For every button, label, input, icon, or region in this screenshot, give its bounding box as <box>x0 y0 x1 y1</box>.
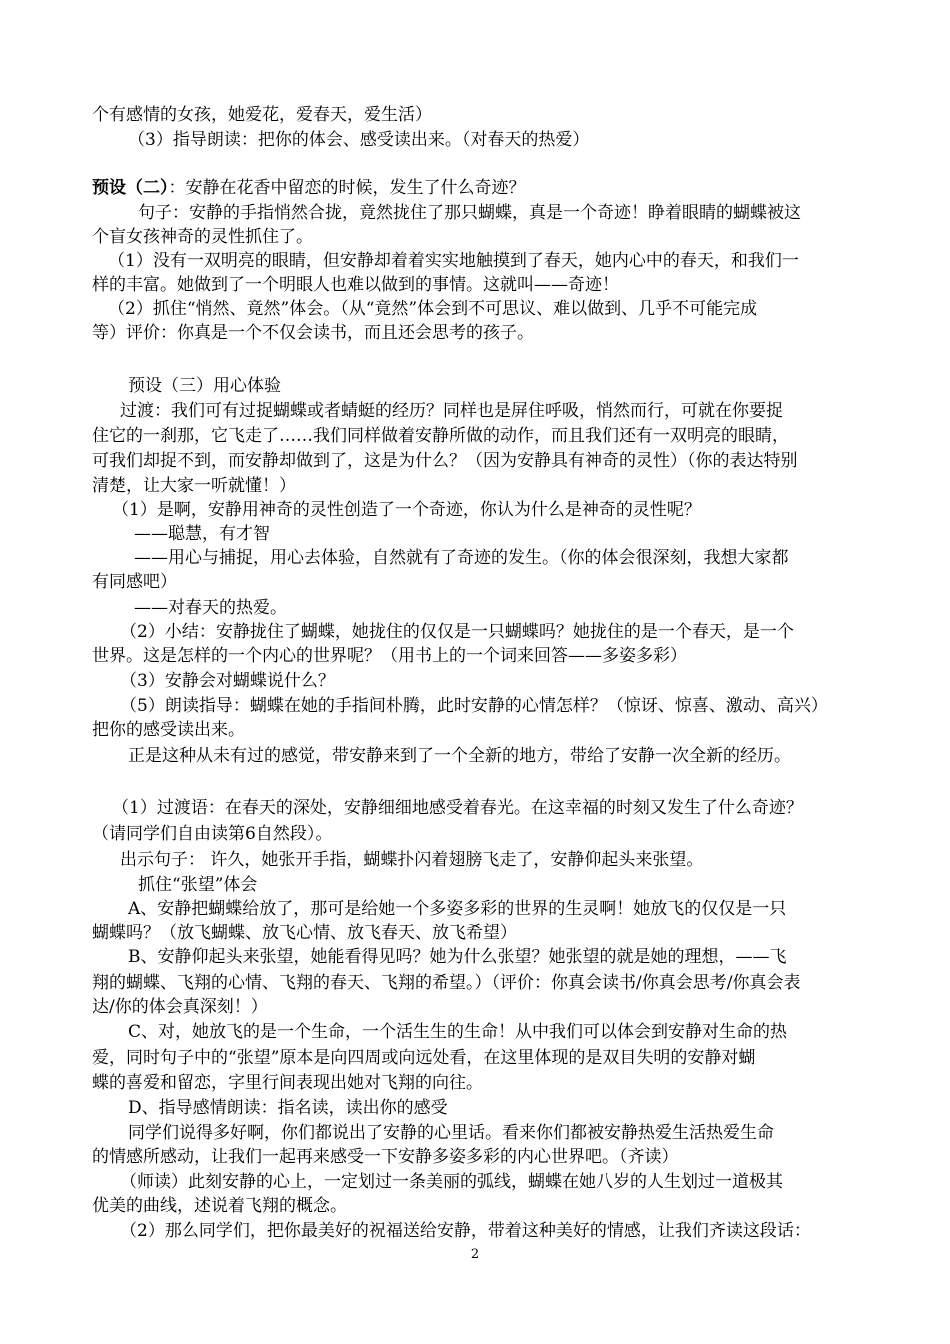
line-text: （5）朗读指导：蝴蝶在她的手指间朴腾，此时安静的心情怎样？（惊讶、惊喜、激动、高兴） <box>120 696 828 716</box>
text-line <box>92 474 296 498</box>
line-text: 可我们却捉不到，而安静却做到了，这是为什么？（因为安静具有神奇的灵性）（你的表达特别 <box>92 451 798 471</box>
line-text: 优美的曲线，述说着飞翔的概念。 <box>92 1196 347 1216</box>
text-line <box>92 822 332 846</box>
line-text: （师读）此刻安静的心上，一定划过一条美丽的弧线，蝴蝶在她八岁的人生划过一道极其 <box>120 1172 783 1192</box>
text-line <box>92 1046 755 1070</box>
line-text: 蝴蝶吗？（放飞蝴蝶、放飞心情、放飞春天、放飞希望） <box>92 923 517 943</box>
text-line <box>92 273 619 297</box>
text-line <box>92 449 798 473</box>
line-text: 等）评价：你真是一个不仅会读书，而且还会思考的孩子。 <box>92 323 534 343</box>
page-number: 2 <box>470 1247 480 1262</box>
text-line <box>92 1071 483 1095</box>
line-text: （1）过渡语：在春天的深处，安静细细地感受着春光。在这幸福的时刻又发生了什么奇迹？ <box>112 798 803 818</box>
line-text: 清楚，让大家一听就懂！） <box>92 476 296 496</box>
text-line <box>92 321 534 345</box>
line-text: 把你的感受读出来。 <box>92 720 245 740</box>
line-text: 世界。这是怎样的一个内心的世界呢？（用书上的一个词来回答——多姿多彩） <box>92 646 687 666</box>
text-line <box>128 1096 448 1120</box>
line-text: （2）抓住“悄然、竟然”体会。（从“竟然”体会到不可思议、难以做到、几乎不可能完成 <box>108 299 758 319</box>
text-line <box>120 848 703 872</box>
line-text: 翔的蝴蝶、飞翔的心情、飞翔的春天、飞翔的希望。）（评价：你真会读书/你真会思考/你真会表 <box>92 973 801 993</box>
text-line <box>92 921 517 945</box>
line-text: 个有感情的女孩，她爱花，爱春天，爱生活） <box>92 105 432 125</box>
text-line <box>120 669 335 693</box>
text-line <box>120 1219 811 1243</box>
line-text: （1）没有一双明亮的眼睛，但安静却着着实实地触摸到了春天，她内心中的春天，和我们一 <box>108 251 799 271</box>
text-line <box>128 1020 787 1044</box>
line-text: ：安静在花香中留恋的时候，发生了什么奇迹？ <box>168 178 526 198</box>
line-text: 同学们说得多好啊，你们都说出了安静的心里话。看来你们都被安静热爱生活热爱生命 <box>128 1123 774 1143</box>
line-text: ——对春天的热爱。 <box>134 598 287 618</box>
line-text: 达/你的体会真深刻！） <box>92 997 268 1017</box>
line-text: （2）那么同学们，把你最美好的祝福送给安静，带着这种美好的情感，让我们齐读这段话： <box>120 1221 811 1241</box>
text-line <box>138 873 257 897</box>
line-text: 预设（三）用心体验 <box>128 376 281 396</box>
line-text: （2）小结：安静拢住了蝴蝶，她拢住的仅仅是一只蝴蝶吗？她拢住的是一个春天，是一个 <box>120 622 794 642</box>
text-line <box>108 297 757 321</box>
text-line <box>120 620 794 644</box>
line-text: 正是这种从未有过的感觉，带安静来到了一个全新的地方，带给了安静一次全新的经历。 <box>128 746 791 766</box>
text-line <box>92 570 177 594</box>
line-text: 爱，同时句子中的“张望”原本是向四周或向远处看，在这里体现的是双目失明的安静对蝴 <box>92 1048 756 1068</box>
text-line <box>128 128 589 152</box>
text-line <box>92 424 789 448</box>
line-text: B、安静仰起头来张望，她能看得见吗？她为什么张望？她张望的就是她的理想，——飞 <box>128 947 787 967</box>
line-text: ——聪慧，有才智 <box>134 524 270 544</box>
line-text: （3）安静会对蝴蝶说什么？ <box>120 671 335 691</box>
text-line <box>120 1170 783 1194</box>
text-line <box>138 201 801 225</box>
line-text: 个盲女孩神奇的灵性抓住了。 <box>92 227 313 247</box>
line-text: A、安静把蝴蝶给放了，那可是给她一个多姿多彩的世界的生灵啊！她放飞的仅仅是一只 <box>128 899 787 919</box>
text-line <box>92 995 268 1019</box>
text-line <box>92 971 800 995</box>
text-line <box>134 522 270 546</box>
text-line <box>108 249 799 273</box>
text-line <box>128 374 281 398</box>
text-line <box>128 1121 774 1145</box>
line-text: （请同学们自由读第6自然段）。 <box>92 824 333 844</box>
text-line <box>134 546 789 570</box>
line-text: 有同感吧） <box>92 572 177 592</box>
section-heading: 预设（二） <box>92 178 169 198</box>
text-line <box>120 694 828 718</box>
text-line <box>128 897 786 921</box>
text-line <box>92 718 245 742</box>
line-text: 出示句子： 许久，她张开手指，蝴蝶扑闪着翅膀飞走了，安静仰起头来张望。 <box>120 850 704 870</box>
text-line <box>128 945 787 969</box>
text-line <box>92 176 526 200</box>
text-line <box>112 498 701 522</box>
line-text: C、对，她放飞的是一个生命，一个活生生的生命！从中我们可以体会到安静对生命的热 <box>128 1022 788 1042</box>
text-line <box>92 103 432 127</box>
text-line <box>92 1194 347 1218</box>
line-text: 蝶的喜爱和留恋，字里行间表现出她对飞翔的向往。 <box>92 1073 483 1093</box>
line-text: 抓住“张望”体会 <box>138 875 258 895</box>
line-text: （1）是啊，安静用神奇的灵性创造了一个奇迹，你认为什么是神奇的灵性呢？ <box>112 500 701 520</box>
line-text: （3）指导朗读：把你的体会、感受读出来。（对春天的热爱） <box>128 130 590 150</box>
text-line <box>128 744 791 768</box>
line-text: 样的丰富。她做到了一个明眼人也难以做到的事情。这就叫——奇迹！ <box>92 275 619 295</box>
line-text: 句子：安静的手指悄然合拢，竟然拢住了那只蝴蝶，真是一个奇迹！睁着眼睛的蝴蝶被这 <box>138 203 801 223</box>
line-text: D、指导感情朗读：指名读，读出你的感受 <box>128 1098 448 1118</box>
text-line <box>112 796 803 820</box>
text-line <box>92 644 687 668</box>
line-text: 的情感所感动，让我们一起再来感受一下安静多姿多彩的内心世界吧。（齐读） <box>92 1147 679 1167</box>
text-line <box>92 1145 679 1169</box>
line-text: 过渡：我们可有过捉蝴蝶或者蜻蜓的经历？同样也是屏住呼吸，悄然而行，可就在你要捉 <box>120 401 783 421</box>
text-line <box>92 225 313 249</box>
line-text: 住它的一刹那，它飞走了……我们同样做着安静所做的动作，而且我们还有一双明亮的眼睛， <box>92 426 789 446</box>
text-line <box>134 596 287 620</box>
line-text: ——用心与捕捉，用心去体验，自然就有了奇迹的发生。（你的体会很深刻，我想大家都 <box>134 548 789 568</box>
text-line <box>120 399 783 423</box>
